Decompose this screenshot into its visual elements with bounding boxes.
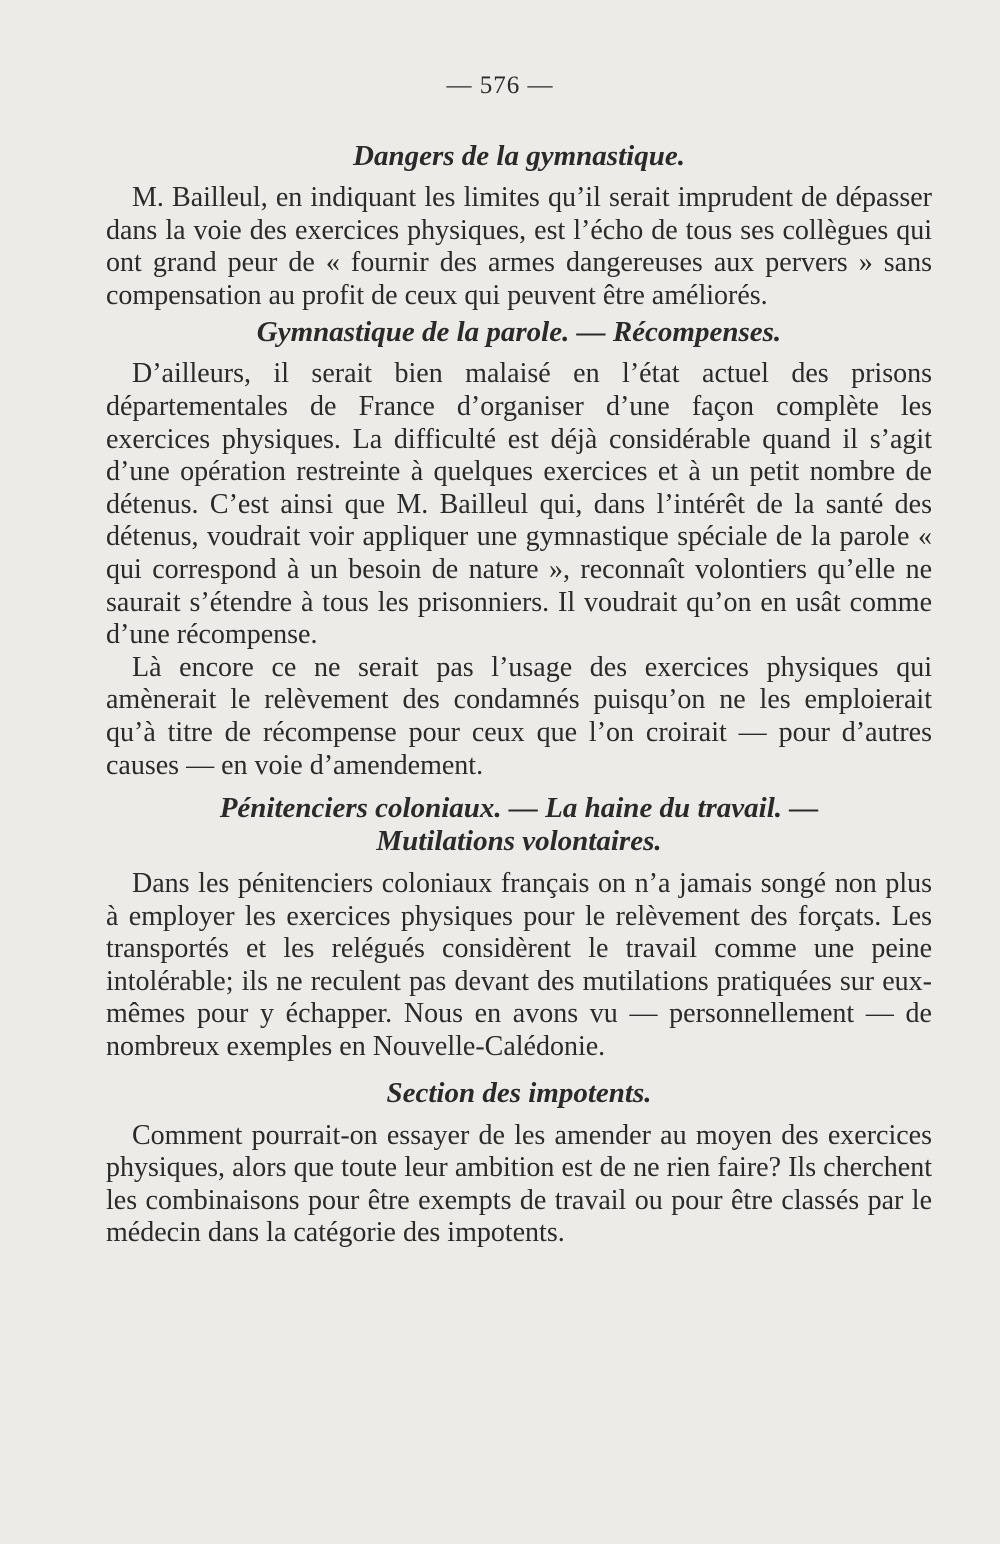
section-heading-line: Pénitenciers coloniaux. — La haine du travail. — xyxy=(219,792,819,825)
section-heading-line: Mutilations volontaires. xyxy=(376,825,662,858)
paragraph: D’ailleurs, il serait bien malaisé en l’état actuel des prisons départementales de France d’organiser d’une façon complète les exercices physiques. La difficulté est déjà considérable quand il s’agit d’une opération restreinte à quelques exercices et à un petit nombre de détenus. C’est ainsi que M. Bailleul qui, dans l’intérêt de la santé des détenus, voudrait voir appliquer une gymnastique spéciale de la parole « qui correspond à un besoin de nature », reconnaît volontiers qu’elle ne saurait s’étendre à tous les prisonniers. Il voudrait qu’on en usât comme d’une récompense. xyxy=(106,358,932,651)
paragraph: Dans les pénitenciers coloniaux français on n’a jamais songé non plus à employer les exercices physiques pour le relèvement des forçats. Les transportés et les relégués considèrent le travail comme une peine intolérable; ils ne reculent pas devant des mutilations pratiquées sur eux-mêmes pour y échapper. Nous en avons vu — personnellement — de nombreux exemples en Nouvelle-Calédonie. xyxy=(106,868,932,1063)
section-heading xyxy=(106,792,932,858)
section-heading: Section des impotents. xyxy=(386,1076,652,1109)
section-gymnastique-parole xyxy=(106,316,932,782)
section-penitenciers xyxy=(106,792,932,1064)
section-heading: Dangers de la gymnastique. xyxy=(353,140,685,172)
page-number: — 576 — xyxy=(446,72,554,99)
page-content xyxy=(106,140,932,1250)
section-heading: Gymnastique de la parole. — Récompenses. xyxy=(256,316,782,349)
paragraph: Là encore ce ne serait pas l’usage des exercices physiques qui amènerait le relèvement des condamnés puisqu’on ne les emploierait qu’à titre de récompense pour ceux que l’on croirait — pour d’autres causes — en voie d’amendement. xyxy=(106,651,932,781)
paragraph: Comment pourrait-on essayer de les amender au moyen des exercices physiques, alors que toute leur ambition est de ne rien faire? Ils cherchent les combinaisons pour être exempts de travail ou pour être classés par le médecin dans la catégorie des impotents. xyxy=(106,1119,932,1249)
paragraph: M. Bailleul, en indiquant les limites qu’il serait imprudent de dépasser dans la voie des exercices physiques, est l’écho de tous ses collègues qui ont grand peur de « fournir des armes dangereuses aux pervers » sans compensation au profit de ceux qui peuvent être améliorés. xyxy=(106,182,932,311)
section-dangers xyxy=(106,140,932,312)
section-impotents xyxy=(106,1077,932,1250)
